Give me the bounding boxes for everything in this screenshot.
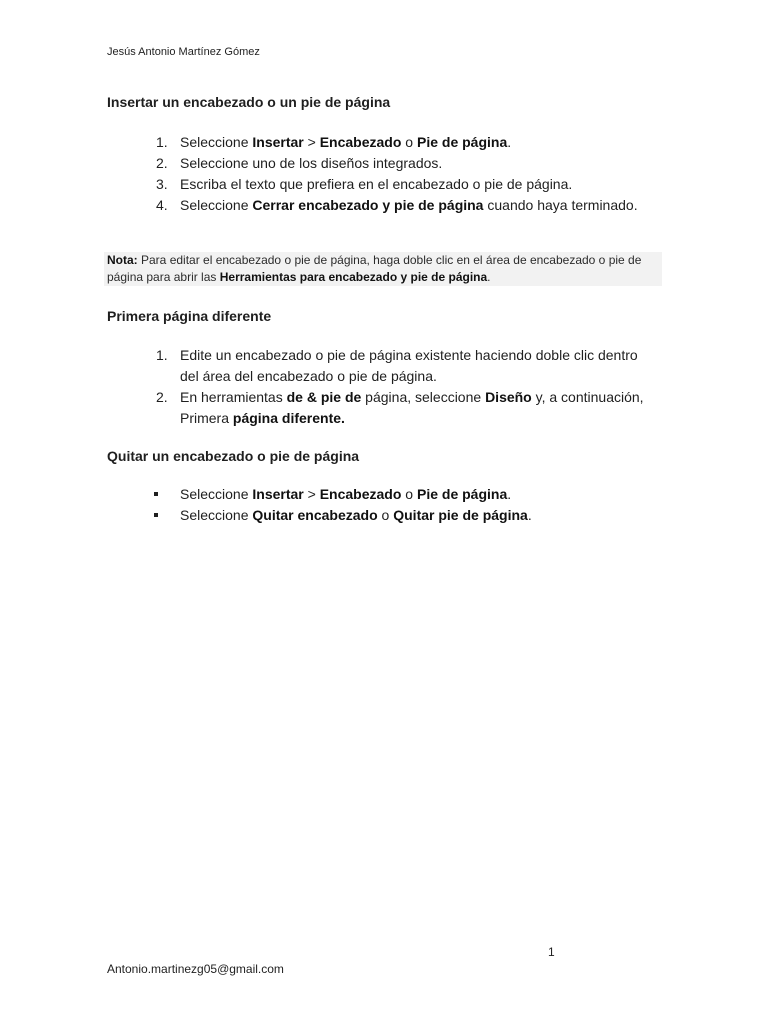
section-heading-remove: Quitar un encabezado o pie de página bbox=[107, 448, 360, 464]
list-item bbox=[156, 345, 660, 387]
note-box bbox=[104, 252, 662, 286]
text: o bbox=[401, 486, 417, 502]
list-item bbox=[156, 153, 660, 174]
text: Seleccione bbox=[180, 197, 253, 213]
list-item bbox=[156, 174, 660, 195]
footer-email: Antonio.martinezg05@gmail.com bbox=[107, 962, 284, 976]
text: o bbox=[377, 507, 394, 523]
bold-text: Encabezado bbox=[319, 486, 402, 502]
bold-text: página diferente. bbox=[232, 410, 345, 426]
bold-text: Cerrar encabezado y pie de página bbox=[252, 197, 484, 213]
text: . bbox=[507, 134, 512, 150]
insert-steps-list bbox=[156, 132, 660, 216]
bold-text: Pie de página bbox=[417, 134, 508, 150]
square-bullet-icon bbox=[154, 492, 158, 496]
list-number: 3. bbox=[156, 176, 168, 192]
list-item bbox=[180, 484, 660, 505]
list-number: 2. bbox=[156, 389, 168, 405]
bold-text: Herramientas para encabezado y pie de página bbox=[219, 270, 488, 284]
bold-text: Quitar pie de página bbox=[393, 507, 528, 523]
bold-text: Insertar bbox=[252, 134, 304, 150]
bold-text: Quitar encabezado bbox=[252, 507, 378, 523]
text: . bbox=[487, 270, 491, 284]
bold-text: Pie de página bbox=[417, 486, 508, 502]
text: Edite un encabezado o pie de página existente haciendo doble clic dentro del área del encabezado o pie de página. bbox=[180, 347, 638, 384]
text: Seleccione uno de los diseños integrados. bbox=[180, 155, 443, 171]
note-text: Para editar el encabezado o pie de página, haga doble clic en el área de encabezado o pie de página para abrir las bbox=[107, 253, 642, 284]
text: En herramientas bbox=[180, 389, 287, 405]
list-item bbox=[156, 195, 660, 216]
bold-text: de & pie de bbox=[286, 389, 362, 405]
list-number: 1. bbox=[156, 347, 168, 363]
text: Seleccione bbox=[180, 486, 253, 502]
first-page-steps-list bbox=[156, 345, 660, 429]
bold-text: Diseño bbox=[485, 389, 532, 405]
list-number: 2. bbox=[156, 155, 168, 171]
square-bullet-icon bbox=[154, 513, 158, 517]
text: o bbox=[401, 134, 417, 150]
text: > bbox=[303, 486, 320, 502]
text: Seleccione bbox=[180, 507, 253, 523]
note-label: Nota: bbox=[107, 253, 138, 267]
list-number: 1. bbox=[156, 134, 168, 150]
text: . bbox=[527, 507, 532, 523]
bold-text: Encabezado bbox=[319, 134, 402, 150]
text: . bbox=[507, 486, 512, 502]
remove-steps-list bbox=[180, 484, 660, 526]
list-item bbox=[156, 132, 660, 153]
list-item bbox=[180, 505, 660, 526]
list-number: 4. bbox=[156, 197, 168, 213]
page-number: 1 bbox=[548, 945, 555, 959]
list-item bbox=[156, 387, 660, 429]
page-header-author: Jesús Antonio Martínez Gómez bbox=[107, 46, 260, 58]
text: y, a continuación, Primera bbox=[180, 389, 644, 426]
section-heading-insert: Insertar un encabezado o un pie de página bbox=[107, 94, 391, 110]
text: página, seleccione bbox=[361, 389, 486, 405]
section-heading-first-page: Primera página diferente bbox=[107, 308, 272, 324]
text: Seleccione bbox=[180, 134, 253, 150]
text: Escriba el texto que prefiera en el encabezado o pie de página. bbox=[180, 176, 573, 192]
text: cuando haya terminado. bbox=[483, 197, 638, 213]
bold-text: Insertar bbox=[252, 486, 304, 502]
text: > bbox=[303, 134, 320, 150]
